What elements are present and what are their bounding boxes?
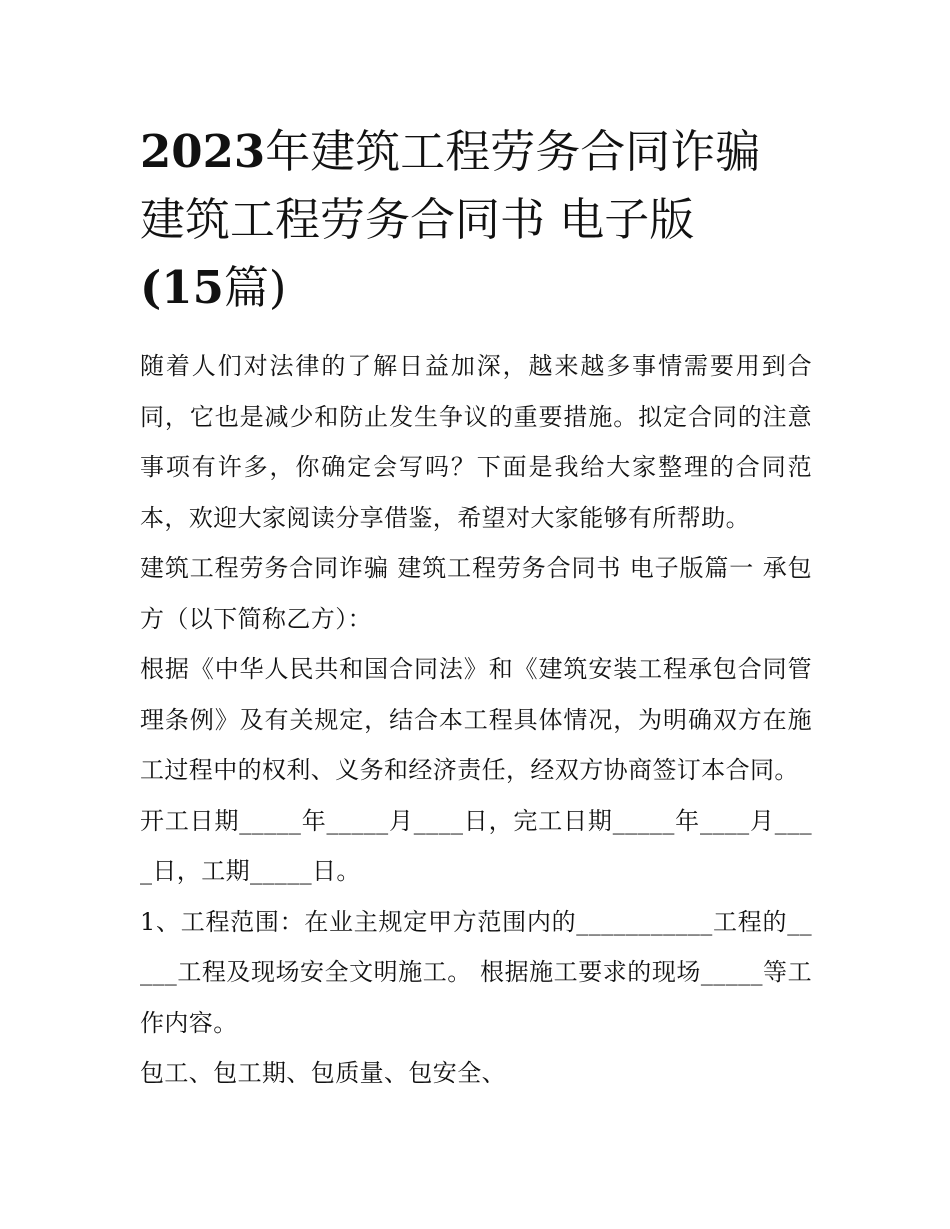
document-page (140, 118, 812, 1099)
paragraph-contract-terms: 包工、包工期、包质量、包安全、 (140, 1059, 506, 1087)
paragraph-scope: 1、工程范围：在业主规定甲方范围内的___________工程的_____工程及现场安全文明施工。 根据施工要求的现场_____等工作内容。 (140, 907, 812, 1037)
document-title (140, 118, 812, 322)
paragraph-section-heading: 建筑工程劳务合同诈骗 建筑工程劳务合同书 电子版篇一 承包方（以下简称乙方）： (140, 554, 812, 633)
document-body (140, 341, 812, 1099)
title-bold-part: (15 (140, 261, 224, 314)
title-line (140, 186, 812, 254)
paragraph-legal-basis: 根据《中华人民共和国合同法》和《建筑安装工程承包合同管理条例》及有关规定，结合本工程具体情况，为明确双方在施工过程中的权利、义务和经济责任，经双方协商签订本合同。 (140, 655, 812, 784)
title-line (140, 254, 812, 322)
paragraph-intro: 随着人们对法律的了解日益加深，越来越多事情需要用到合同，它也是减少和防止发生争议的重要措施。拟定合同的注意事项有许多，你确定会写吗？下面是我给大家整理的合同范本，欢迎大家阅读分享借鉴，希望对大家能够有所帮助。 (140, 352, 812, 532)
title-normal-part: 年建筑工程劳务合同诈骗 (265, 125, 761, 178)
title-normal-part: 建筑工程劳务合同书 电子版 (140, 193, 695, 246)
paragraph-dates: 开工日期_____年_____月____日，完工日期_____年____月____日，工期_____日。 (140, 806, 812, 885)
title-bold-part: 2023 (140, 125, 266, 178)
title-line (140, 118, 812, 186)
title-normal-part: 篇) (223, 261, 287, 314)
